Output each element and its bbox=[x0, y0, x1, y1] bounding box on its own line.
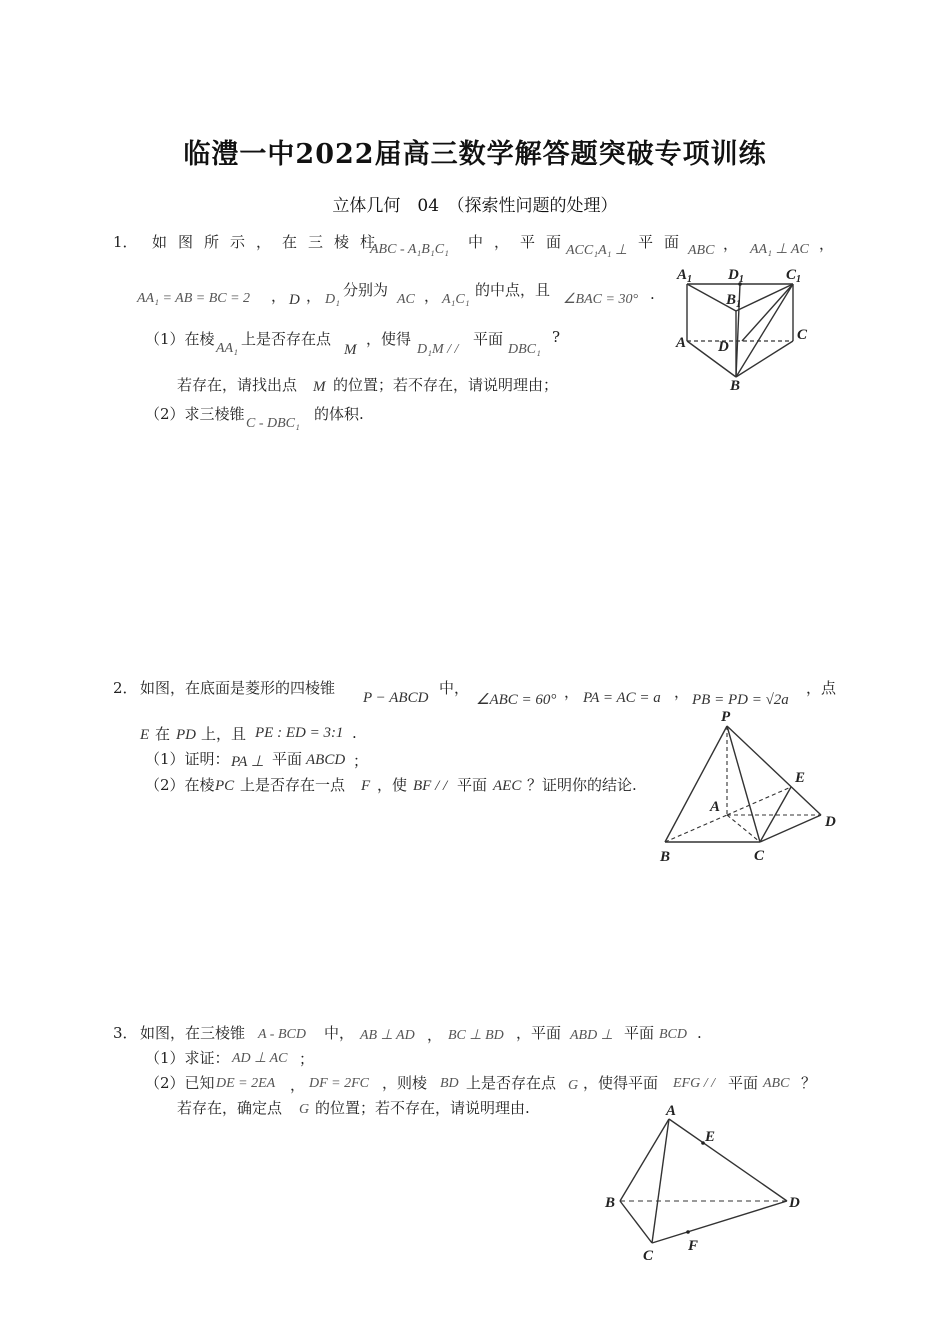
math-expression: DE = 2EA bbox=[216, 1076, 276, 1091]
math-expression: ∠BAC = 30° bbox=[563, 292, 639, 307]
edge bbox=[736, 341, 793, 377]
math-expression: G bbox=[299, 1102, 310, 1117]
label-a: A bbox=[666, 1103, 677, 1119]
label-a1: $A_1$ bbox=[677, 267, 693, 285]
question-2: （2）在棱 bbox=[145, 776, 215, 794]
edge bbox=[727, 726, 821, 815]
problem-text: 中， bbox=[439, 679, 470, 697]
label-b: B bbox=[660, 849, 671, 865]
label-c: C bbox=[797, 327, 808, 343]
question-2: （2）求三棱锥 bbox=[145, 405, 245, 423]
problem-number: 2． bbox=[113, 679, 138, 697]
label-e: E bbox=[705, 1129, 716, 1145]
question-text: 平面 bbox=[457, 776, 488, 794]
math-expression: DF = 2FC bbox=[309, 1076, 369, 1091]
edge bbox=[652, 1201, 787, 1243]
figure-3-tetrahedron bbox=[600, 1100, 810, 1268]
question-1: （1）证明： bbox=[145, 750, 230, 768]
question-text: 的位置；若不存在，请说明理由； bbox=[333, 376, 559, 394]
punctuation: ， bbox=[564, 683, 580, 701]
label-c: C bbox=[754, 848, 765, 864]
edge bbox=[760, 815, 821, 842]
question-text: 的体积. bbox=[314, 405, 364, 423]
math-expression: BF / / bbox=[413, 778, 448, 794]
punctuation: ， bbox=[290, 1076, 306, 1094]
math-expression: BCD bbox=[659, 1027, 687, 1042]
question-text: ？证明你的结论. bbox=[527, 776, 637, 794]
math-expression: AEC bbox=[493, 778, 522, 794]
punctuation: . bbox=[650, 285, 655, 303]
punctuation: ， bbox=[723, 235, 739, 253]
math-expression: ABC - A₁B₁C₁ bbox=[370, 242, 449, 257]
question-text: 上是否存在点 bbox=[241, 330, 332, 348]
question-text: 的位置；若不存在，请说明理由. bbox=[315, 1099, 530, 1117]
label-d: D bbox=[789, 1195, 800, 1211]
question-text: 平面 bbox=[473, 330, 504, 348]
question-2: （2）已知 bbox=[145, 1074, 215, 1092]
problem-text: ，点 bbox=[806, 679, 837, 697]
punctuation: ， bbox=[306, 287, 322, 305]
math-expression: C - DBC₁ bbox=[246, 416, 300, 431]
math-expression: BC ⊥ BD bbox=[448, 1028, 504, 1043]
page-title: 临澧一中2022届高三数学解答题突破专项训练 bbox=[183, 139, 767, 170]
edge bbox=[652, 1119, 669, 1243]
problem-number: 1． bbox=[113, 233, 138, 251]
math-expression: ABD ⊥ bbox=[570, 1028, 613, 1043]
label-a: A bbox=[710, 799, 721, 815]
question-text: 若存在，确定点 bbox=[177, 1099, 283, 1117]
math-expression: AB ⊥ AD bbox=[360, 1028, 415, 1043]
label-p: P bbox=[721, 709, 731, 725]
math-expression: G bbox=[568, 1078, 579, 1093]
math-expression: PD bbox=[176, 727, 196, 743]
problem-text: 中，平面 bbox=[468, 233, 573, 251]
math-expression: PE : ED = 3:1 bbox=[255, 725, 344, 741]
punctuation: ， bbox=[427, 1026, 443, 1044]
punctuation: . bbox=[697, 1024, 702, 1042]
math-expression: AA₁ = AB = BC = 2 bbox=[137, 291, 251, 306]
question-text: ? bbox=[552, 328, 561, 346]
hidden-edge bbox=[727, 815, 760, 842]
figure-1-prism bbox=[670, 262, 820, 394]
problem-text: 平面 bbox=[624, 1024, 655, 1042]
figure-2-pyramid bbox=[655, 705, 845, 867]
label-c1: $C_1$ bbox=[786, 267, 802, 285]
math-expression: M bbox=[344, 342, 357, 358]
problem-text: 中， bbox=[324, 1024, 355, 1042]
math-expression: EFG / / bbox=[673, 1076, 715, 1091]
question-text: 若存在，请找出点 bbox=[177, 376, 298, 394]
math-expression: D₁M / / bbox=[417, 342, 459, 357]
point-f bbox=[686, 1230, 690, 1234]
question-text: ，则棱 bbox=[382, 1074, 428, 1092]
problem-text: 的中点，且 bbox=[475, 281, 551, 299]
question-text: 上是否存在点 bbox=[466, 1074, 557, 1092]
question-text: 平面 bbox=[272, 750, 303, 768]
math-expression: P − ABCD bbox=[363, 690, 429, 706]
label-b1: $B_1$ bbox=[726, 292, 742, 310]
problem-text: 平面 bbox=[638, 233, 691, 251]
problem-text: 分别为 bbox=[343, 281, 389, 299]
label-d: D bbox=[825, 814, 836, 830]
math-expression: D₁ bbox=[325, 292, 340, 307]
problem-text: 在 bbox=[155, 725, 171, 743]
math-expression: ABC bbox=[763, 1076, 790, 1091]
problem-text: 如图，在底面是菱形的四棱锥 bbox=[140, 679, 336, 697]
question-text: ，使得平面 bbox=[583, 1074, 659, 1092]
math-expression: ABC bbox=[688, 243, 715, 258]
question-text: 平面 bbox=[728, 1074, 759, 1092]
math-expression: PC bbox=[215, 778, 235, 794]
edge bbox=[620, 1201, 652, 1243]
math-expression: F bbox=[361, 778, 371, 794]
edge bbox=[620, 1119, 669, 1201]
hidden-edge bbox=[727, 787, 791, 815]
problem-text: 上，且 bbox=[201, 725, 247, 743]
label-a: A bbox=[676, 335, 687, 351]
math-expression: AD ⊥ AC bbox=[232, 1051, 288, 1066]
math-expression: A₁C₁ bbox=[442, 292, 470, 307]
math-expression: DBC₁ bbox=[508, 342, 541, 357]
problem-text: 如图所示，在三棱柱 bbox=[152, 233, 387, 251]
math-expression: PA = AC = a bbox=[583, 690, 661, 706]
label-d1: $D_1$ bbox=[728, 267, 744, 285]
punctuation: ； bbox=[353, 752, 369, 770]
math-expression: ACC₁A₁ ⊥ bbox=[566, 243, 628, 258]
math-expression: AA₁ bbox=[216, 341, 238, 356]
edge bbox=[727, 726, 760, 842]
question-1: （1）在棱 bbox=[145, 330, 215, 348]
hidden-edge bbox=[665, 815, 727, 842]
question-text: ，使 bbox=[377, 776, 408, 794]
problem-text: ，平面 bbox=[516, 1024, 562, 1042]
question-text: 上是否存在一点 bbox=[240, 776, 346, 794]
math-expression: A - BCD bbox=[258, 1027, 306, 1042]
edge bbox=[665, 726, 727, 842]
edge bbox=[742, 284, 793, 341]
math-expression: ABCD bbox=[306, 752, 346, 768]
math-expression: ∠ABC = 60° bbox=[476, 692, 557, 708]
edge bbox=[669, 1119, 787, 1201]
math-expression: D bbox=[289, 292, 300, 308]
math-expression: E bbox=[140, 727, 150, 743]
math-expression: PB = PD = √2a bbox=[692, 692, 789, 708]
question-text: ？ bbox=[801, 1074, 817, 1092]
label-f: F bbox=[688, 1238, 699, 1254]
label-e: E bbox=[795, 770, 806, 786]
label-d: D bbox=[718, 339, 729, 355]
punctuation: ， bbox=[271, 287, 287, 305]
problem-number: 3． bbox=[113, 1024, 138, 1042]
label-b: B bbox=[730, 378, 741, 394]
math-expression: AC bbox=[397, 292, 415, 307]
math-expression: M bbox=[313, 379, 326, 395]
label-c: C bbox=[643, 1248, 654, 1264]
punctuation: ， bbox=[819, 235, 835, 253]
question-1: （1）求证： bbox=[145, 1049, 230, 1067]
label-b: B bbox=[605, 1195, 616, 1211]
math-expression: PA ⊥ bbox=[231, 754, 264, 770]
page-subtitle: 立体几何 04 （探索性问题的处理） bbox=[332, 196, 618, 216]
question-text: ，使得 bbox=[366, 330, 412, 348]
punctuation: ， bbox=[674, 683, 690, 701]
punctuation: ， bbox=[424, 287, 440, 305]
math-expression: AA₁ ⊥ AC bbox=[750, 242, 809, 257]
math-expression: BD bbox=[440, 1076, 459, 1091]
problem-text: 如图，在三棱锥 bbox=[140, 1024, 246, 1042]
punctuation: ； bbox=[299, 1050, 315, 1068]
punctuation: . bbox=[352, 724, 357, 742]
